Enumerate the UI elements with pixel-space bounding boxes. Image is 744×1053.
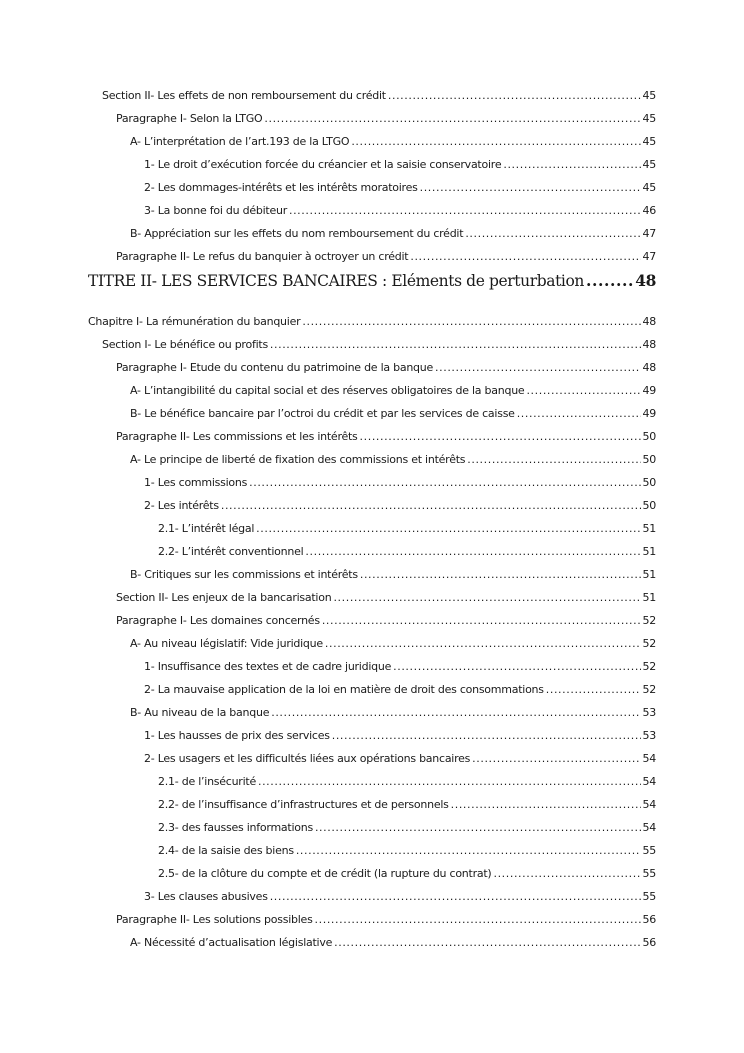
toc-entry (102, 89, 656, 103)
toc-entry (116, 614, 656, 628)
toc-page-number: 49 (642, 407, 656, 420)
toc-entry-text: Paragraphe II- Les solutions possibles (116, 913, 313, 926)
toc-entry (158, 545, 656, 559)
dot-leader (517, 407, 641, 421)
dot-leader (334, 936, 640, 950)
toc-entry (158, 867, 656, 881)
dot-leader (586, 272, 633, 290)
toc-page-number: 47 (642, 250, 656, 263)
toc-entry (158, 522, 656, 536)
toc-entry (144, 683, 656, 697)
dot-leader (420, 181, 641, 195)
toc-entry (116, 250, 656, 264)
toc-entry-text: 2.2- de l’insuffisance d’infrastructures et de personnels (158, 798, 449, 811)
toc-entry-text: B- Au niveau de la banque (130, 706, 270, 719)
toc-entry (102, 338, 656, 352)
toc-entry (144, 476, 656, 490)
dot-leader (393, 660, 640, 674)
toc-page-number: 45 (642, 158, 656, 171)
toc-page-number: 53 (642, 706, 656, 719)
dot-leader (221, 499, 641, 513)
dot-leader (526, 384, 640, 398)
toc-page-number: 52 (642, 683, 656, 696)
toc-page-number: 53 (642, 729, 656, 742)
dot-leader (467, 453, 640, 467)
toc-entry-text: Paragraphe II- Les commissions et les intérêts (116, 430, 358, 443)
dot-leader (472, 752, 640, 766)
toc-page-number: 54 (642, 775, 656, 788)
dot-leader (410, 250, 640, 264)
toc-entry-text: 2.5- de la clôture du compte et de crédit (la rupture du contrat) (158, 867, 492, 880)
toc-entry-text: TITRE II- LES SERVICES BANCAIRES : Eléments de perturbation (88, 272, 584, 290)
toc-page-number: 50 (642, 453, 656, 466)
toc-entry (130, 407, 656, 421)
toc-entry-text: Paragraphe I- Selon la LTGO (116, 112, 263, 125)
toc-entry-text: 2.2- L’intérêt conventionnel (158, 545, 304, 558)
toc-page-number: 50 (642, 476, 656, 489)
dot-leader (315, 821, 641, 835)
toc-entry (144, 158, 656, 172)
dot-leader (333, 591, 640, 605)
dot-leader (360, 568, 641, 582)
dot-leader (256, 522, 640, 536)
toc-entry (130, 227, 656, 241)
dot-leader (546, 683, 641, 697)
toc-entry-text: 1- Le droit d’exécution forcée du créancier et la saisie conservatoire (144, 158, 502, 171)
toc-page-number: 49 (642, 384, 656, 397)
toc-entry-text: 1- Les hausses de prix des services (144, 729, 330, 742)
toc-entry (130, 453, 656, 467)
toc-entry (144, 890, 656, 904)
toc-page-number: 55 (642, 890, 656, 903)
toc-entry-text: 1- Insuffisance des textes et de cadre juridique (144, 660, 392, 673)
dot-leader (302, 315, 640, 329)
toc-entry-text: 2- Les usagers et les difficultés liées aux opérations bancaires (144, 752, 471, 765)
toc-page-number: 56 (642, 936, 656, 949)
dot-leader (325, 637, 641, 651)
dot-leader (451, 798, 641, 812)
toc-entry (116, 913, 656, 927)
toc-entry (116, 591, 656, 605)
toc-page-number: 48 (642, 338, 656, 351)
toc-page-number: 52 (642, 614, 656, 627)
toc-page-number: 45 (642, 135, 656, 148)
toc-entry (116, 430, 656, 444)
toc-page-number: 48 (642, 361, 656, 374)
toc-entry-text: A- L’interprétation de l’art.193 de la LTGO (130, 135, 350, 148)
toc-entry (144, 204, 656, 218)
toc-page-number: 50 (642, 430, 656, 443)
toc-entry (130, 135, 656, 149)
toc-page-number: 45 (642, 181, 656, 194)
toc-entry-text: 3- Les clauses abusives (144, 890, 268, 903)
toc-entry-text: B- Critiques sur les commissions et intérêts (130, 568, 358, 581)
dot-leader (465, 227, 640, 241)
dot-leader (435, 361, 640, 375)
toc-entry-text: Section II- Les enjeux de la bancarisation (116, 591, 332, 604)
toc-entry (144, 181, 656, 195)
dot-leader (289, 204, 641, 218)
toc-entry (88, 315, 656, 329)
dot-leader (351, 135, 640, 149)
toc-entry (144, 660, 656, 674)
dot-leader (360, 430, 641, 444)
toc-entry (144, 729, 656, 743)
toc-page-number: 52 (642, 637, 656, 650)
toc-entry (158, 821, 656, 835)
toc-entry (130, 706, 656, 720)
dot-leader (271, 706, 640, 720)
toc-entry (158, 844, 656, 858)
toc-entry (116, 112, 656, 126)
dot-leader (332, 729, 641, 743)
toc-page-number: 48 (635, 271, 656, 290)
toc-entry-text: 2.1- L’intérêt légal (158, 522, 255, 535)
dot-leader (305, 545, 640, 559)
toc-entry-text: 2.3- des fausses informations (158, 821, 313, 834)
toc-entry (130, 568, 656, 582)
toc-page-number: 51 (642, 591, 656, 604)
dot-leader (296, 844, 641, 858)
toc-entry (116, 361, 656, 375)
toc-page-number: 45 (642, 89, 656, 102)
toc-entry (144, 499, 656, 513)
toc-page-number: 51 (642, 545, 656, 558)
toc-page-number: 50 (642, 499, 656, 512)
toc-entry-text: B- Le bénéfice bancaire par l’octroi du crédit et par les services de caisse (130, 407, 515, 420)
toc-page-number: 55 (642, 867, 656, 880)
toc-page-number: 51 (642, 522, 656, 535)
toc-entry-text: Paragraphe II- Le refus du banquier à octroyer un crédit (116, 250, 409, 263)
toc-entry-text: Paragraphe I- Les domaines concernés (116, 614, 320, 627)
toc-page-number: 47 (642, 227, 656, 240)
toc-entry-text: 2.1- de l’insécurité (158, 775, 256, 788)
toc-page-number: 54 (642, 752, 656, 765)
toc-entry (130, 936, 656, 950)
toc-entry-text: A- Le principe de liberté de fixation des commissions et intérêts (130, 453, 466, 466)
dot-leader (258, 775, 641, 789)
toc-page-number: 51 (642, 568, 656, 581)
toc-page-number: 54 (642, 798, 656, 811)
toc-page-number: 45 (642, 112, 656, 125)
toc-page-number: 48 (642, 315, 656, 328)
toc-entry-text: 2.4- de la saisie des biens (158, 844, 294, 857)
dot-leader (493, 867, 640, 881)
toc-entry-text: Chapitre I- La rémunération du banquier (88, 315, 301, 328)
dot-leader (503, 158, 640, 172)
dot-leader (264, 112, 640, 126)
toc-entry-text: 1- Les commissions (144, 476, 248, 489)
toc-entry-text: Paragraphe I- Etude du contenu du patrimoine de la banque (116, 361, 434, 374)
toc-entry-text: 2- La mauvaise application de la loi en matière de droit des consommations (144, 683, 544, 696)
toc-entry-text: Section II- Les effets de non remboursement du crédit (102, 89, 386, 102)
toc-entry-text: A- Au niveau législatif: Vide juridique (130, 637, 323, 650)
toc-entry-text: B- Appréciation sur les effets du nom remboursement du crédit (130, 227, 464, 240)
toc-entry (144, 752, 656, 766)
dot-leader (315, 913, 641, 927)
toc-title-entry (88, 272, 656, 290)
toc-entry (130, 384, 656, 398)
toc-entry (130, 637, 656, 651)
toc-page-number: 55 (642, 844, 656, 857)
toc-page-number: 54 (642, 821, 656, 834)
toc-entry (158, 798, 656, 812)
toc-entry (158, 775, 656, 789)
toc-entry-text: A- Nécessité d’actualisation législative (130, 936, 333, 949)
toc-page-number: 46 (642, 204, 656, 217)
dot-leader (270, 338, 641, 352)
dot-leader (388, 89, 641, 103)
toc-entry-text: A- L’intangibilité du capital social et des réserves obligatoires de la banque (130, 384, 525, 397)
toc-entry-text: 3- La bonne foi du débiteur (144, 204, 287, 217)
toc-entry-text: 2- Les dommages-intérêts et les intérêts moratoires (144, 181, 418, 194)
toc-page-number: 52 (642, 660, 656, 673)
dot-leader (322, 614, 641, 628)
toc-entry-text: Section I- Le bénéfice ou profits (102, 338, 268, 351)
dot-leader (270, 890, 641, 904)
dot-leader (249, 476, 640, 490)
toc-page-number: 56 (642, 913, 656, 926)
toc-entry-text: 2- Les intérêts (144, 499, 219, 512)
